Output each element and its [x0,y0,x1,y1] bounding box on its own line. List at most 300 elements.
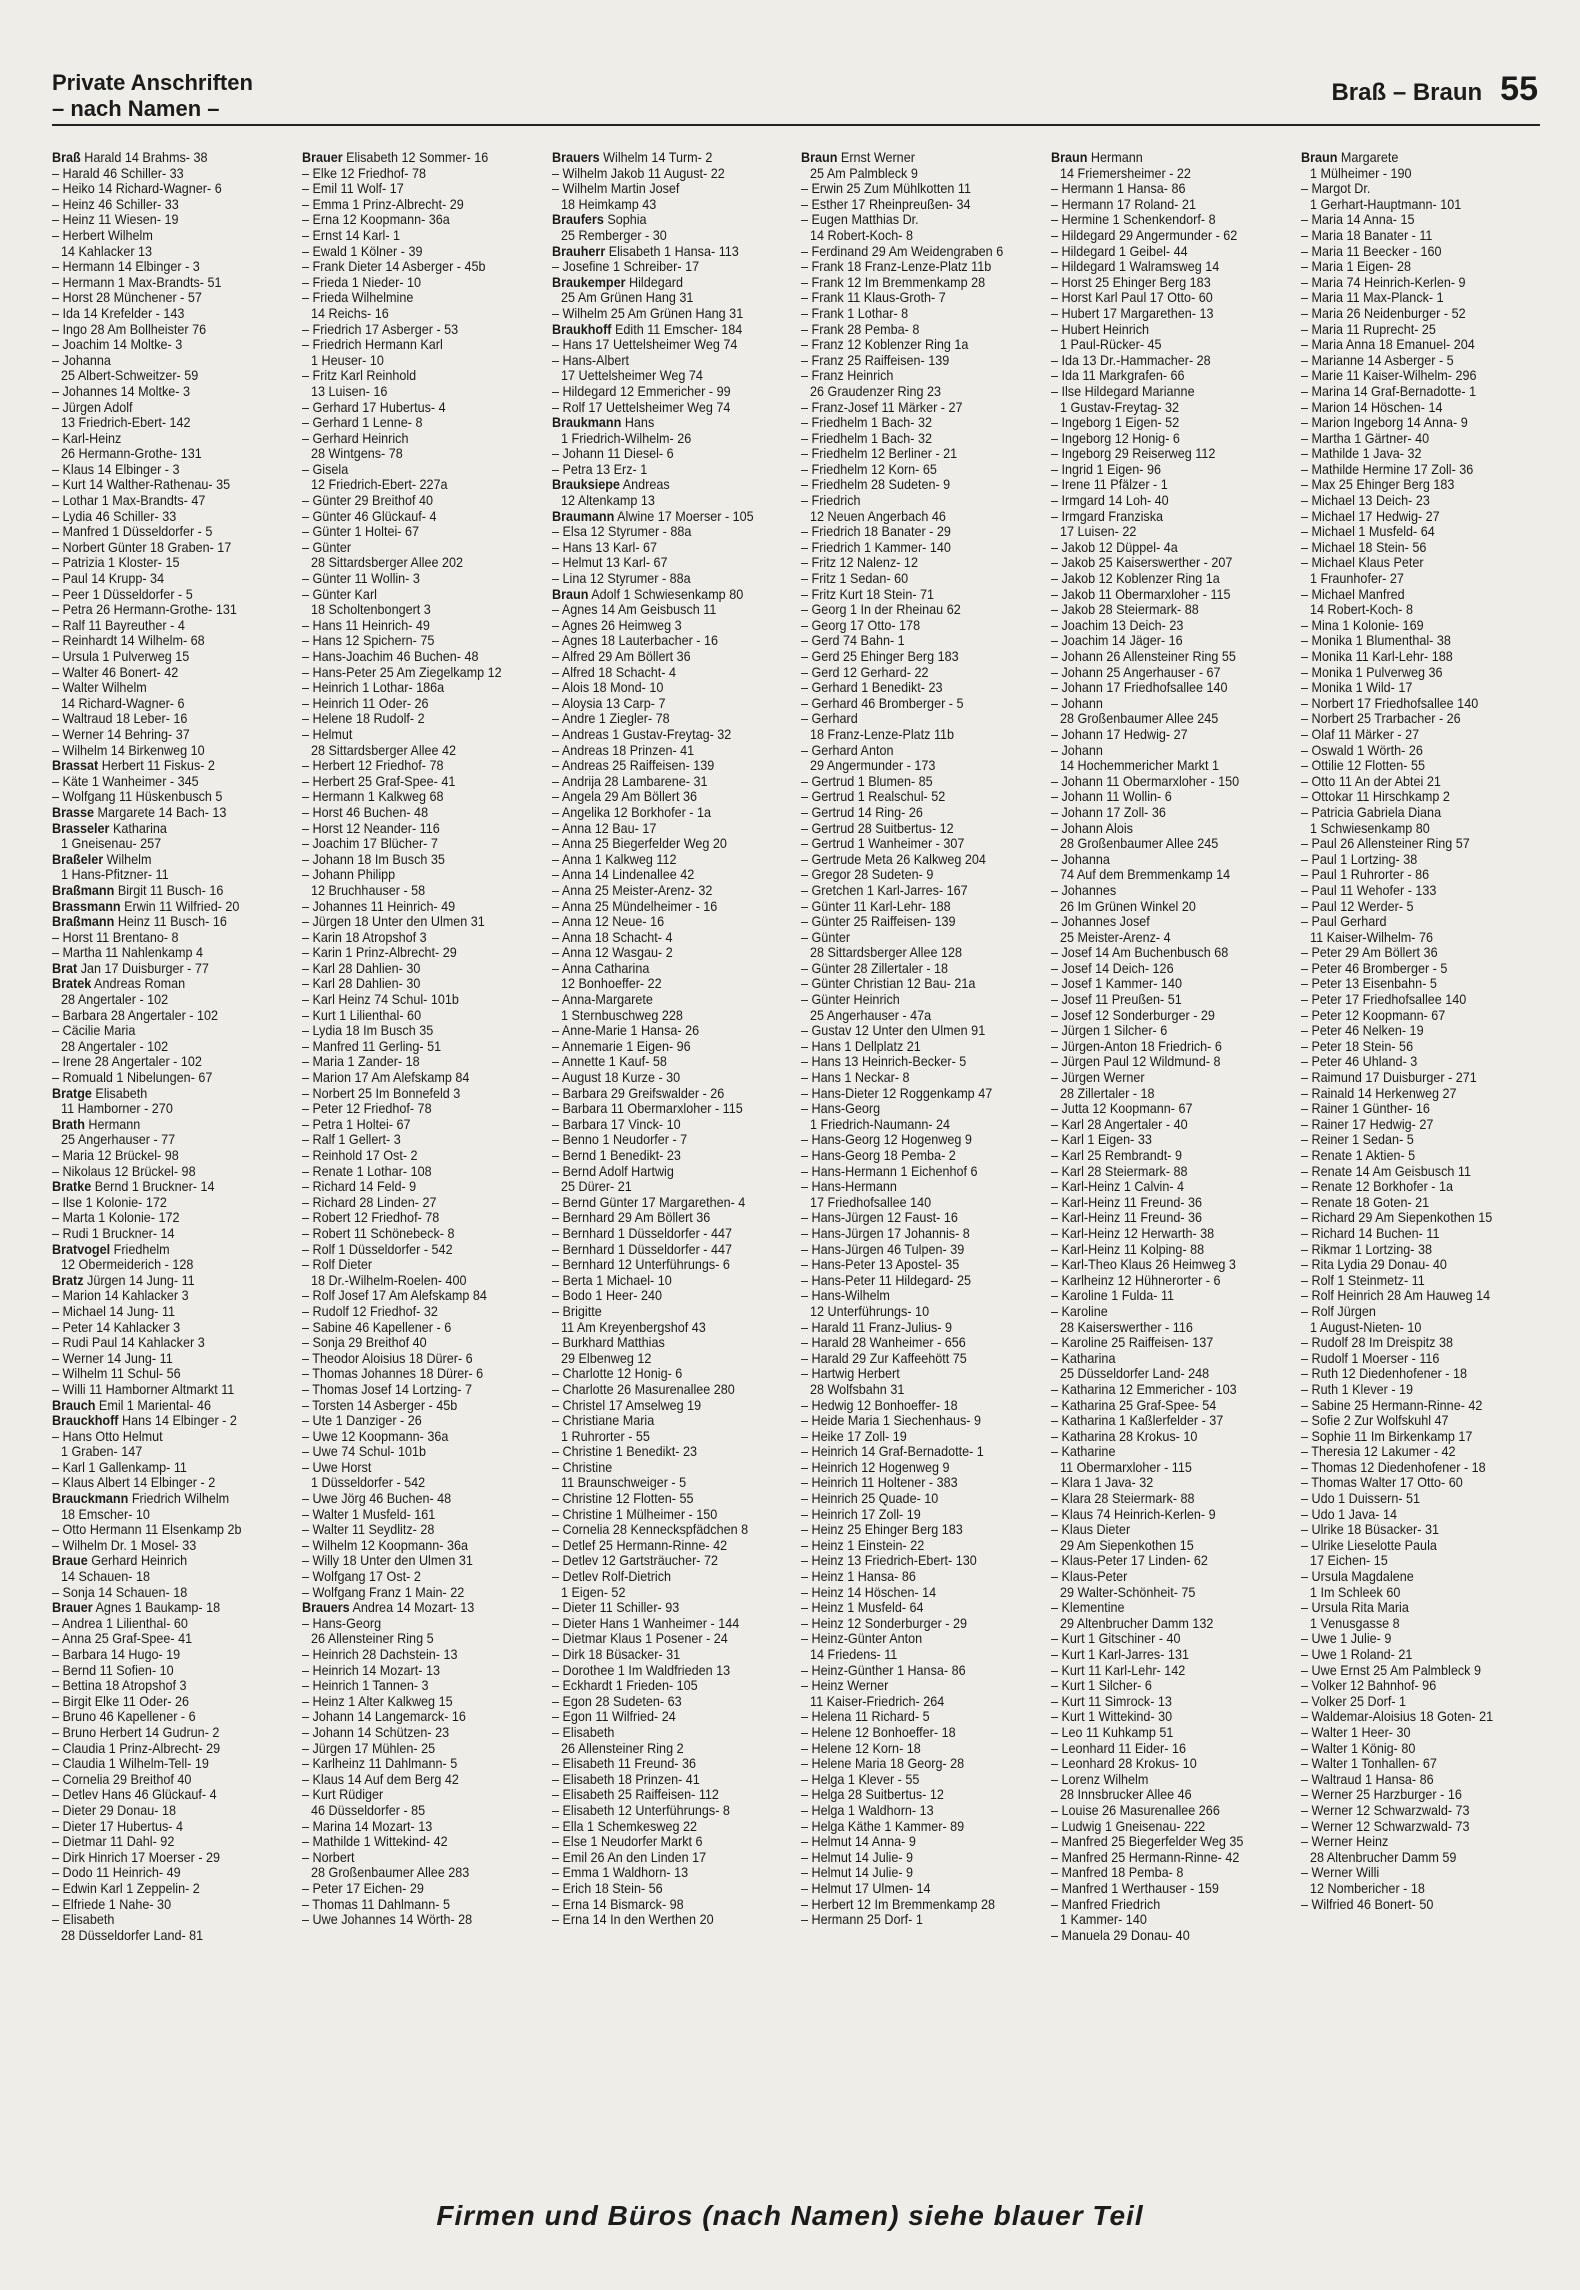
listing-entry [52,1398,293,1414]
entry-text: – Lorenz Wilhelm [1051,1771,1149,1787]
listing-entry [1051,696,1292,712]
entry-text: – Helena 11 Richard- 5 [801,1709,931,1725]
listing-entry [801,1803,1042,1819]
listing-entry [552,384,793,400]
listing-entry [1301,1444,1542,1460]
entry-text: – Hubert 17 Margarethen- 13 [1051,305,1214,321]
entry-text: – Esther 17 Rheinpreußen- 34 [801,196,971,212]
listing-entry [1051,1008,1292,1024]
entry-text: – Egon 11 Wilfried- 24 [551,1709,676,1725]
entry-text: 29 Am Siepenkothen 15 [1060,1537,1195,1553]
entry-text: – Martha 11 Nahlenkamp 4 [52,945,204,961]
entry-text: – Christel 17 Amselweg 19 [551,1397,701,1413]
listing-entry [1051,446,1292,462]
entry-text: – Barbara 14 Hugo- 19 [52,1647,181,1662]
entry-text: 1 Gneisenau- 257 [61,836,162,852]
listing-entry [552,743,793,759]
entry-text: – Heinrich 14 Mozart- 13 [301,1662,440,1678]
listing-entry [552,1865,793,1881]
listing-entry [801,212,1042,228]
entry-text: – Romuald 1 Nibelungen- 67 [52,1070,213,1086]
listing-entry [1301,1600,1542,1616]
listing-entry [52,1709,293,1725]
listing-entry [1051,1803,1292,1819]
entry-text: 1 Kammer- 140 [1060,1912,1148,1928]
entry-text: – Heinz 46 Schiller- 33 [52,196,179,212]
listing-entry [52,1429,293,1445]
entry-text: – Anna 18 Schacht- 4 [551,929,673,945]
entry-text: 1 Mülheimer - 190 [1310,165,1412,181]
listing-entry [552,1725,793,1741]
entry-text: 1 Paul-Rücker- 45 [1060,337,1162,353]
listing-entry [1051,945,1292,961]
entry-text: – Erna 14 In den Werthen 20 [551,1912,714,1928]
listing-entry [801,1569,1042,1585]
entry-text: – Günter [801,929,851,945]
listing-entry [552,150,793,166]
listing-entry [302,1616,543,1632]
listing-entry [552,1039,793,1055]
entry-text: – Kurt 1 Silcher- 6 [1051,1678,1153,1694]
listing-entry [552,758,793,774]
listing-entry [552,836,793,852]
listing-entry [302,1709,543,1725]
entry-text: – Ute 1 Danziger - 26 [301,1413,422,1429]
entry-text: – Bruno 46 Kapellener - 6 [52,1709,196,1725]
listing-entry [552,976,793,992]
listing-column-4 [801,150,1042,2145]
entry-text: – Mathilde Hermine 17 Zoll- 36 [1301,461,1474,477]
entry-text: – Ingeborg 12 Honig- 6 [1051,430,1181,446]
surname: Braumann [551,508,614,524]
entry-text: Andreas Roman [94,976,186,992]
listing-entry [801,696,1042,712]
listing-entry [1301,431,1542,447]
listing-entry [1051,1132,1292,1148]
entry-text: – Norbert 25 Im Bonnefeld 3 [301,1085,461,1101]
entry-text: – Karl 1 Eigen- 33 [1051,1132,1153,1148]
listing-entry [52,1834,293,1850]
entry-text: – Waltraud 18 Leber- 16 [52,711,188,727]
listing-entry [1301,1008,1542,1024]
entry-text: – Wilfried 46 Bonert- 50 [1301,1896,1434,1912]
listing-entry [552,244,793,260]
listing-entry [1301,197,1542,213]
entry-text: – Waldemar-Aloisius 18 Goten- 21 [1301,1709,1494,1725]
listing-entry [52,852,293,868]
listing-entry [302,1023,543,1039]
entry-text: – Werner 12 Schwarzwald- 73 [1301,1818,1470,1834]
entry-text: Heinz 11 Busch- 16 [117,914,227,930]
entry-text: – Hildegard 12 Emmericher - 99 [551,383,731,399]
entry-text: – Hermann 1 Kalkweg 68 [301,789,444,805]
entry-text: – Maria 12 Brückel- 98 [52,1148,179,1163]
surname: Brauherr [551,243,605,259]
entry-text: – Rikmar 1 Lortzing- 38 [1301,1241,1433,1257]
entry-text: 1 Friedrich-Wilhelm- 26 [560,430,691,446]
listing-entry [552,711,793,727]
entry-text: 1 Gustav-Freytag- 32 [1060,399,1180,415]
entry-text: – Manfred 1 Werthauser - 159 [1051,1880,1220,1896]
listing-entry [801,711,1042,727]
entry-text: – Hermann 17 Roland- 21 [1051,196,1197,212]
listing-entry [801,821,1042,837]
entry-text: – Wilhelm 11 Schul- 56 [52,1366,181,1382]
listing-entry [552,914,793,930]
entry-text: – Dieter Hans 1 Wanheimer - 144 [551,1615,739,1631]
entry-text: – August 18 Kurze - 30 [551,1070,680,1086]
entry-text: – Klaus 14 Auf dem Berg 42 [301,1771,459,1787]
listing-entry [552,446,793,462]
listing-entry [52,446,293,462]
entry-text: – Torsten 14 Asberger - 45b [301,1397,458,1413]
listing-entry [552,1475,793,1491]
listing-entry [1051,1179,1292,1195]
listing-entry [552,1756,793,1772]
entry-text: – Frank 28 Pemba- 8 [801,321,920,337]
entry-text: – Johannes [1051,882,1117,898]
listing-entry [1301,1460,1542,1476]
entry-text: – Agnes 26 Heimweg 3 [551,617,682,633]
listing-entry [1051,1787,1292,1803]
entry-text: – Johann Philipp [301,867,396,883]
entry-text: 14 Friemersheimer - 22 [1060,165,1192,181]
listing-entry [302,1538,543,1554]
listing-entry [552,290,793,306]
listing-entry [552,618,793,634]
entry-text: – Kurt 1 Karl-Jarres- 131 [1051,1647,1190,1662]
entry-text: – Walter 1 Musfeld- 161 [301,1506,436,1522]
entry-text: – Johann 14 Langemarck- 16 [301,1709,466,1725]
listing-entry [1051,1086,1292,1102]
listing-entry [1051,1912,1292,1928]
entry-text: – Heinrich 1 Tannen- 3 [301,1678,429,1694]
listing-entry [1051,462,1292,478]
entry-text: Katharina [112,820,167,836]
listing-entry [302,1226,543,1242]
entry-text: – Walter 1 Heer- 30 [1301,1724,1411,1740]
listing-entry [1301,1897,1542,1913]
listing-entry [302,665,543,681]
listing-entry [302,1741,543,1757]
entry-text: – Paul 14 Krupp- 34 [52,571,165,587]
listing-entry [552,1663,793,1679]
entry-text: – Klementine [1051,1600,1125,1616]
entry-text: – Werner Heinz [1301,1834,1389,1850]
surname: Braukmann [551,415,621,431]
listing-entry [302,384,543,400]
entry-text: – Bruno Herbert 14 Gudrun- 2 [52,1724,220,1740]
listing-entry [801,1008,1042,1024]
entry-text: – Richard 14 Buchen- 11 [1301,1225,1440,1241]
entry-text: – Werner 12 Schwarzwald- 73 [1301,1802,1470,1818]
listing-entry [302,306,543,322]
entry-text: – Hans 17 Uettelsheimer Weg 74 [551,337,738,353]
entry-text: – Marianne 14 Asberger - 5 [1301,352,1454,368]
listing-entry [1051,540,1292,556]
entry-text: 29 Elbenweg 12 [560,1350,652,1366]
entry-text: – Irene 28 Angertaler - 102 [52,1054,202,1070]
entry-text: – Detlev Hans 46 Glückauf- 4 [52,1787,217,1803]
entry-text: – Joachim 14 Jäger- 16 [1051,633,1184,649]
entry-text: – Maria 74 Heinrich-Kerlen- 9 [1301,274,1466,290]
entry-text: – Klara 28 Steiermark- 88 [1051,1491,1195,1507]
entry-text: – Peter 12 Koopmann- 67 [1301,1007,1446,1023]
entry-text: – Jürgen Paul 12 Wildmund- 8 [1051,1054,1221,1070]
listing-entry [1051,1164,1292,1180]
listing-entry [1051,1553,1292,1569]
listing-entry [52,899,293,915]
entry-text: – Detlef 25 Hermann-Rinne- 42 [551,1537,727,1553]
entry-text: 28 Angertaler - 102 [61,992,169,1008]
entry-text: – Manuela 29 Donau- 40 [1051,1927,1191,1943]
entry-text: 25 Dürer- 21 [560,1179,632,1195]
listing-entry [1051,228,1292,244]
listing-entry [1051,1320,1292,1336]
listing-entry [1301,1538,1542,1554]
entry-text: Herbert 11 Fiskus- 2 [101,758,215,774]
entry-text: – Heinrich 11 Oder- 26 [301,695,429,711]
listing-entry [552,1553,793,1569]
entry-text: – Thomas 11 Dahlmann- 5 [301,1896,450,1912]
surname: Braß [52,150,81,165]
entry-text: – Elisabeth 18 Prinzen- 41 [551,1771,700,1787]
listing-entry [552,493,793,509]
entry-text: – Paul Gerhard [1301,914,1387,930]
entry-text: – Robert 11 Schönebeck- 8 [301,1225,455,1241]
entry-text: – Bodo 1 Heer- 240 [551,1288,662,1304]
listing-entry [801,431,1042,447]
listing-entry [1301,789,1542,805]
entry-text: – Peter 29 Am Böllert 36 [1301,945,1438,961]
listing-entry [552,1803,793,1819]
listing-entry [1051,930,1292,946]
listing-entry [302,555,543,571]
entry-text: – Gertrud 1 Blumen- 85 [801,773,934,789]
listing-entry [52,1569,293,1585]
entry-text: 1 Fraunhofer- 27 [1310,571,1405,587]
surname: Brath [52,1116,85,1132]
listing-entry [52,1772,293,1788]
entry-text: 17 Friedhofsallee 140 [810,1194,932,1210]
listing-entry [1301,1023,1542,1039]
entry-text: 28 Wolfsbahn 31 [810,1381,905,1397]
entry-text: – Franz-Josef 11 Märker - 27 [801,399,964,415]
listing-entry [1301,1756,1542,1772]
entry-text: – Rita Lydia 29 Donau- 40 [1301,1257,1448,1273]
entry-text: 46 Düsseldorfer - 85 [310,1802,425,1818]
listing-entry [302,1507,543,1523]
entry-text: – Marion 17 Am Alefskamp 84 [301,1070,470,1086]
entry-text: 26 Hermann-Grothe- 131 [61,446,202,462]
entry-text: – Dieter 29 Donau- 18 [52,1802,176,1818]
entry-text: – Ludwig 1 Gneisenau- 222 [1051,1818,1206,1834]
entry-text: – Georg 17 Otto- 178 [801,617,921,633]
listing-entry [1301,1288,1542,1304]
entry-text: 14 Robert-Koch- 8 [810,227,914,243]
entry-text: – Anna 12 Bau- 17 [551,820,657,836]
entry-text: – Heinrich 12 Hogenweg 9 [801,1459,950,1475]
entry-text: 1 Hans-Pfitzner- 11 [61,867,169,883]
entry-text: – Herbert Wilhelm [52,227,153,243]
entry-text: – Anne-Marie 1 Hansa- 26 [551,1023,699,1039]
entry-text: – Anna-Margarete [551,992,653,1008]
entry-text: – Detlev 12 Gartsträucher- 72 [551,1553,718,1569]
entry-text: – Karl Heinz 74 Schul- 101b [301,992,459,1008]
entry-text: – Karoline 1 Fulda- 11 [1051,1288,1175,1304]
listing-entry [1301,555,1542,571]
listing-entry [552,1226,793,1242]
entry-text: 13 Friedrich-Ebert- 142 [61,415,191,431]
entry-text: – Franz Heinrich [801,368,894,384]
entry-text: – Karl 28 Dahlien- 30 [301,976,421,992]
listing-entry [1301,259,1542,275]
entry-text: – Heinz 1 Hansa- 86 [801,1569,917,1585]
entry-text: – Hans 1 Neckar- 8 [801,1070,911,1086]
listing-entry [552,1600,793,1616]
listing-entry [801,400,1042,416]
listing-entry [801,665,1042,681]
listing-entry [801,1023,1042,1039]
listing-entry [552,166,793,182]
entry-text: – Egon 28 Sudeten- 63 [551,1693,682,1709]
listing-entry [801,1444,1042,1460]
entry-text: – Wilhelm 12 Koopmann- 36a [301,1537,468,1553]
entry-text: – Günter 28 Zillertaler - 18 [801,960,949,976]
listing-entry [302,587,543,603]
listing-entry [801,524,1042,540]
listing-entry [552,1304,793,1320]
entry-text: 1 Eigen- 52 [560,1584,626,1600]
listing-entry [552,197,793,213]
entry-text: – Lydia 46 Schiller- 33 [52,508,177,524]
entry-text: 28 Düsseldorfer Land- 81 [61,1927,204,1943]
entry-text: – Uwe Horst [301,1459,372,1475]
entry-text: – Uwe 74 Schul- 101b [301,1444,426,1460]
listing-entry [302,1647,543,1663]
listing-entry [552,400,793,416]
entry-text: Elisabeth [95,1085,148,1101]
listing-entry [1051,1070,1292,1086]
entry-text: – Ella 1 Schemkesweg 22 [551,1818,697,1834]
listing-entry [302,1819,543,1835]
listing-entry [1051,976,1292,992]
surname: Brauers [301,1600,350,1616]
listing-entry [1301,852,1542,868]
listing-entry [1301,976,1542,992]
entry-text: – Waltraud 1 Hansa- 86 [1301,1771,1434,1787]
listing-entry [552,1585,793,1601]
entry-text: – Bernd 11 Sofien- 10 [52,1662,174,1678]
listing-entry [552,259,793,275]
entry-text: – Ingeborg 1 Eigen- 52 [1051,415,1180,431]
entry-text: – Hermann 25 Dorf- 1 [801,1912,924,1928]
listing-entry [1301,150,1542,166]
entry-text: – Gerhard [801,711,859,727]
listing-entry [1301,1694,1542,1710]
entry-text: – Wolfgang 17 Ost- 2 [301,1569,421,1585]
listing-entry [1301,1881,1542,1897]
entry-text: – Uwe Ernst 25 Am Palmbleck 9 [1301,1662,1482,1678]
entry-text: 25 Angerhauser - 47a [810,1007,932,1023]
entry-text: Wilhelm 14 Turm- 2 [602,150,713,165]
entry-text: – Johann 11 Obermarxloher - 150 [1051,773,1240,789]
listing-entry [552,1850,793,1866]
entry-text: – Peter 14 Kahlacker 3 [52,1319,181,1335]
entry-text: – Bernhard 29 Am Böllert 36 [551,1210,710,1226]
listing-entry [302,992,543,1008]
surname: Brauch [52,1397,96,1413]
entry-text: – Manfred 25 Biegerfelder Weg 35 [1051,1834,1244,1850]
entry-text: – Heide Maria 1 Siechenhaus- 9 [801,1413,982,1429]
listing-entry [552,1460,793,1476]
entry-text: – Detlev Rolf-Dietrich [551,1569,671,1585]
entry-text: – Josef 14 Am Buchenbusch 68 [1051,945,1229,961]
listing-entry [52,1179,293,1195]
listing-entry [552,1616,793,1632]
listing-entry [801,914,1042,930]
entry-text: – Hans 13 Karl- 67 [551,539,657,555]
listing-entry [552,1631,793,1647]
listing-entry [1301,883,1542,899]
entry-text: – Werner Willi [1301,1865,1380,1881]
listing-entry [52,181,293,197]
entry-text: – Emil 26 An den Linden 17 [551,1849,706,1865]
listing-entry [552,509,793,525]
entry-text: – Uwe Johannes 14 Wörth- 28 [301,1912,473,1928]
entry-text: – Max 25 Ehinger Berg 183 [1301,477,1455,493]
listing-column-2 [302,150,543,2145]
listing-entry [52,477,293,493]
listing-entry [52,290,293,306]
listing-entry [801,899,1042,915]
listing-entry [801,1101,1042,1117]
entry-text: – Rolf 1 Steinmetz- 11 [1301,1272,1425,1288]
entry-text: – Dieter 11 Schiller- 93 [551,1600,679,1616]
listing-entry [552,212,793,228]
listing-entry [52,1086,293,1102]
entry-text: – Walter Wilhelm [52,680,147,696]
entry-text: Hildegard [628,274,683,290]
entry-text: Sophia [606,212,647,228]
listing-entry [1301,1585,1542,1601]
entry-text: 25 Am Grünen Hang 31 [560,290,694,306]
entry-text: – Willi 11 Hamborner Altmarkt 11 [52,1381,235,1397]
listing-entry [1301,633,1542,649]
entry-text: Adolf 1 Schwiesenkamp 80 [590,586,743,602]
listing-entry [801,587,1042,603]
entry-text: – Hans-Jürgen 17 Johannis- 8 [801,1225,971,1241]
listing-entry [552,1678,793,1694]
entry-text: – Andre 1 Ziegler- 78 [551,711,670,727]
listing-entry [1301,1210,1542,1226]
listing-entry [302,789,543,805]
entry-text: – Michael 13 Deich- 23 [1301,493,1431,509]
listing-entry [52,1335,293,1351]
entry-text: – Manfred 18 Pemba- 8 [1051,1865,1184,1881]
entry-text: – Kurt 1 Wittekind- 30 [1051,1709,1173,1725]
listing-entry [552,1101,793,1117]
entry-text: – Horst 46 Buchen- 48 [301,804,428,820]
listing-entry [1301,1803,1542,1819]
listing-entry [302,1663,543,1679]
listing-entry [1051,1288,1292,1304]
entry-text: – Bernd Günter 17 Margarethen- 4 [551,1194,745,1210]
entry-text: Hermann [1091,150,1144,165]
entry-text: – Otto Hermann 11 Elsenkamp 2b [52,1522,242,1538]
entry-text: Elisabeth 1 Hansa- 113 [608,243,739,259]
entry-text: – Helmut 14 Julie- 9 [801,1865,914,1881]
